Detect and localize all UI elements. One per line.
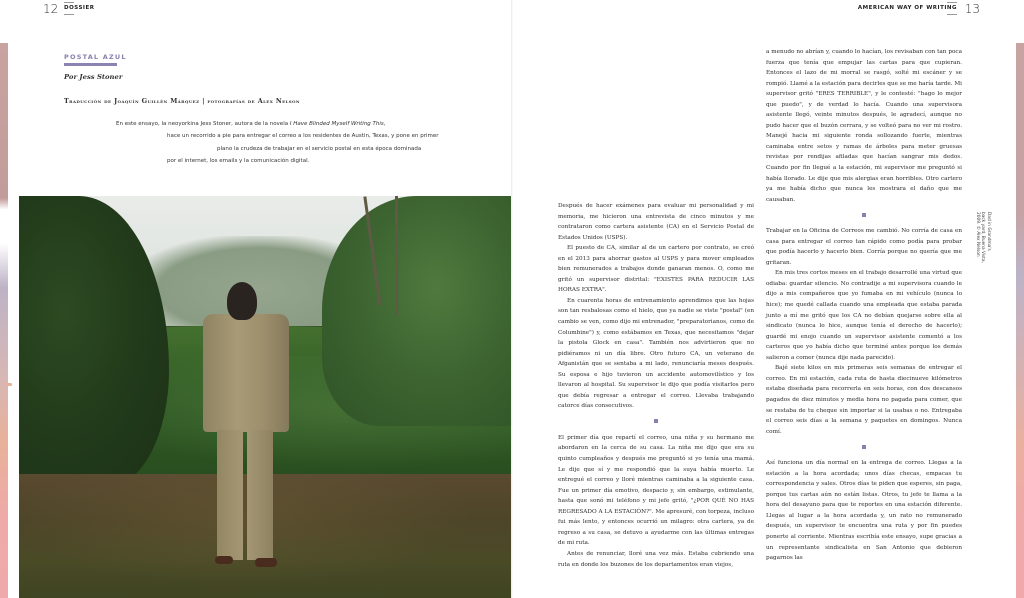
paragraph: El primer día que repartí el correo, una niña y su hermano me abordaron en la cerca de su casa. La niña me dijo que era su quinto cumpleaños y después me preguntó si yo tenía una mamá. Le dije que sí y me respondió que la suya había muerto. Le entregué el correo y lloré mientras caminaba a la siguiente casa. Fue un primer día emotivo, despacio y, sin embargo, estimulante, hasta que sonó mi teléfono y mi jefe gritó, "¿POR QUÉ NO HAS REGRESADO A LA ESTACIÓN?". Me apresuré, con torpeza, incluso fui más lento, y entonces ocurrió un milagro: otra cartera, ya de regreso a su casa, se detuvo a ayudarme con las últimas entregas de mi ruta. [558, 434, 754, 547]
paragraph: Bajé siete kilos en mis primeras seis semanas de entregar el correo. En mi estación, cada ruta de hasta diecinueve kilómetros estaba diseñada para recorrerla en seis horas, con dos descansos pagados de diez minutos y media hora no pagada para comer, que se restaba de tu cheque sin importar si la usabas o no. Entregaba el correo seis días a la semana y paquetes en domingos. Nunca comí. [766, 365, 962, 435]
page-number: 12 [43, 2, 59, 16]
decorative-color-strip [0, 43, 8, 598]
paragraph: Después de hacer exámenes para evaluar mi personalidad y mi memoria, me hicieron una entrevista de cinco minutos y me contrataron como cartera asistente (CA) en el Servicio Postal de Estados Unidos (USPS). [558, 203, 754, 241]
paragraph: El puesto de CA, similar al de un cartero por contrato, se creó en el 2013 para ahorrar gastos al USPS y para mover empleados bien remunerados a trabajos donde ganaran menos. O, como me gritó un supervisor distrital: "EXISTES PARA REDUCIR LAS HORAS EXTRA". [558, 245, 754, 294]
dek-line-1: En este ensayo, la neoyorkina Jess Stoner, autora de la novela I Have Blinded Myself Writing This, [116, 121, 386, 127]
body-column-1 [558, 201, 754, 570]
book-title: I Have Blinded Myself Writing This [289, 121, 384, 127]
paragraph: Así funciona un día normal en la entrega de correo. Llegas a la estación a la hora acordada; unos días checas, empacas tu correspondencia y sales. Otros días te piden que esperes, sin paga, porque tus cartas aún no están listas. Otros, tu jefe te llama a la hora del desayuno para que te reportes en una estación diferente. Llegas al lugar a la hora acordada y, un rato no remunerado después, un supervisor te encuentra una ruta y por fin puedes ponerte al corriente. Mientras escribía este ensayo, supe gracias a un representante sindicalista en San Antonio que debieron pagarnos las [766, 460, 962, 562]
square-ornament-icon [862, 445, 866, 449]
credits-line: Traducción de Joaquín Guillén Márquez | fotografías de Alex Nelson [64, 97, 300, 105]
article-kicker: POSTAL AZUL [64, 53, 127, 61]
kicker-rule [64, 63, 117, 66]
page-number: 13 [964, 2, 980, 16]
photo-caption: Dad in Grandma's back yard, Buena Vista, 2009. © Alex Nelson [975, 212, 991, 263]
man-in-suit [201, 282, 291, 582]
section-separator [766, 437, 962, 458]
paragraph: En mis tres cortos meses en el trabajo desarrollé una virtud que odiaba: guardar silencio. No contradije a mi supervisora cuando le dijo a mis compañeros que yo fumaba en mi vehículo (nunca lo hice); me quedé callada cuando una empleada que estaba parada junto a mí me gritó que los CA no debían quejarse sobre ella al sindicato (nunca lo hice, aunque tenía el derecho de hacerlo); guardé mi enojo cuando un supervisor asistente comentó a los carteros que yo había dicho que terminé antes porque los demás salieron a comer (nunca dije nada parecido). [766, 270, 962, 361]
section-label: DOSSIER [64, 5, 95, 11]
paragraph: a menudo no abrían y, cuando lo hacían, los revisaban con tan poca fuerza que tenía que empujar las cartas para que cupieran. Entonces el lazo de mi morral se rasgó, solté mi escáner y se rompió. Llamé a la estación para decirles que se me haría tarde. Mi supervisor gritó "ERES TERRIBLE", y le contesté: "hago lo mejor que puedo", y de verdad lo hacía. Cuando una supervisora asistente llegó, veinte minutos después, le agradecí, aunque no pudo hacer que el buzón cerrara, y se volteó para no ver mi rostro. Manejé hacia mi siguiente ronda sollozando fuerte, mientras caminaba entre setos y ramas de árboles para meter gruesas revistas por rendijas afiladas que hacían sangrar mis dedos. Cuando por fin llegué a la estación, mi supervisor me preguntó si había llorado. Le dije que mis alergias eran horribles. Otro cartero ya me había dicho que nunca les mostrara el daño que me causaban. [766, 49, 962, 203]
section-separator [766, 205, 962, 226]
article-photo [19, 196, 512, 598]
dek-line-4: por el internet, los emails y la comunicación digital. [167, 158, 310, 165]
dek-line-3: plano la crudeza de trabajar en el servicio postal en esta época dominada [217, 145, 422, 152]
square-ornament-icon [654, 419, 658, 423]
byline: Por Jess Stoner [64, 73, 123, 81]
paragraph: Antes de renunciar, lloré una vez más. Estaba cubriendo una ruta en donde los buzones de los departamentos eran viejos, [558, 550, 754, 568]
section-label: AMERICAN WAY OF WRITING [857, 5, 957, 11]
section-separator [558, 412, 754, 433]
dek-line-2: hace un recorrido a pie para entregar el correo a los residentes de Austin, Texas, y pone en primer [167, 133, 439, 140]
decorative-color-strip [1016, 43, 1024, 598]
square-ornament-icon [862, 213, 866, 217]
paragraph: En cuarenta horas de entrenamiento aprendimos que las hojas son tan resbalosas como el hielo, que ya nadie se viste "postal" (en cambio se ven, como dijo mi entrenador, "preparatorianos, como de Columbine") y, como estábamos en Texas, que necesitamos "dejar la pistola Glock en casa". También nos advirtieron que no pidiéramos ni un día libre. Otro futuro CA, un veterano de Afganistán que se sentaba a mi lado, renunciaría meses después. Su esposa e hijo tuvieron un accidente automovilístico y los llevaron al hospital. Su supervisor le dijo que podía visitarlos pero que debía regresar a entregar el correo. Llevaba trabajando catorce días consecutivos. [558, 297, 754, 410]
body-column-2 [766, 47, 962, 564]
paragraph: Trabajar en la Oficina de Correos me cambió. No corría de casa en casa para entregar el correo tan rápido como podía para probar que podía hacerlo y hacerlo bien. Corría porque no quería que me gritaran. [766, 228, 962, 266]
